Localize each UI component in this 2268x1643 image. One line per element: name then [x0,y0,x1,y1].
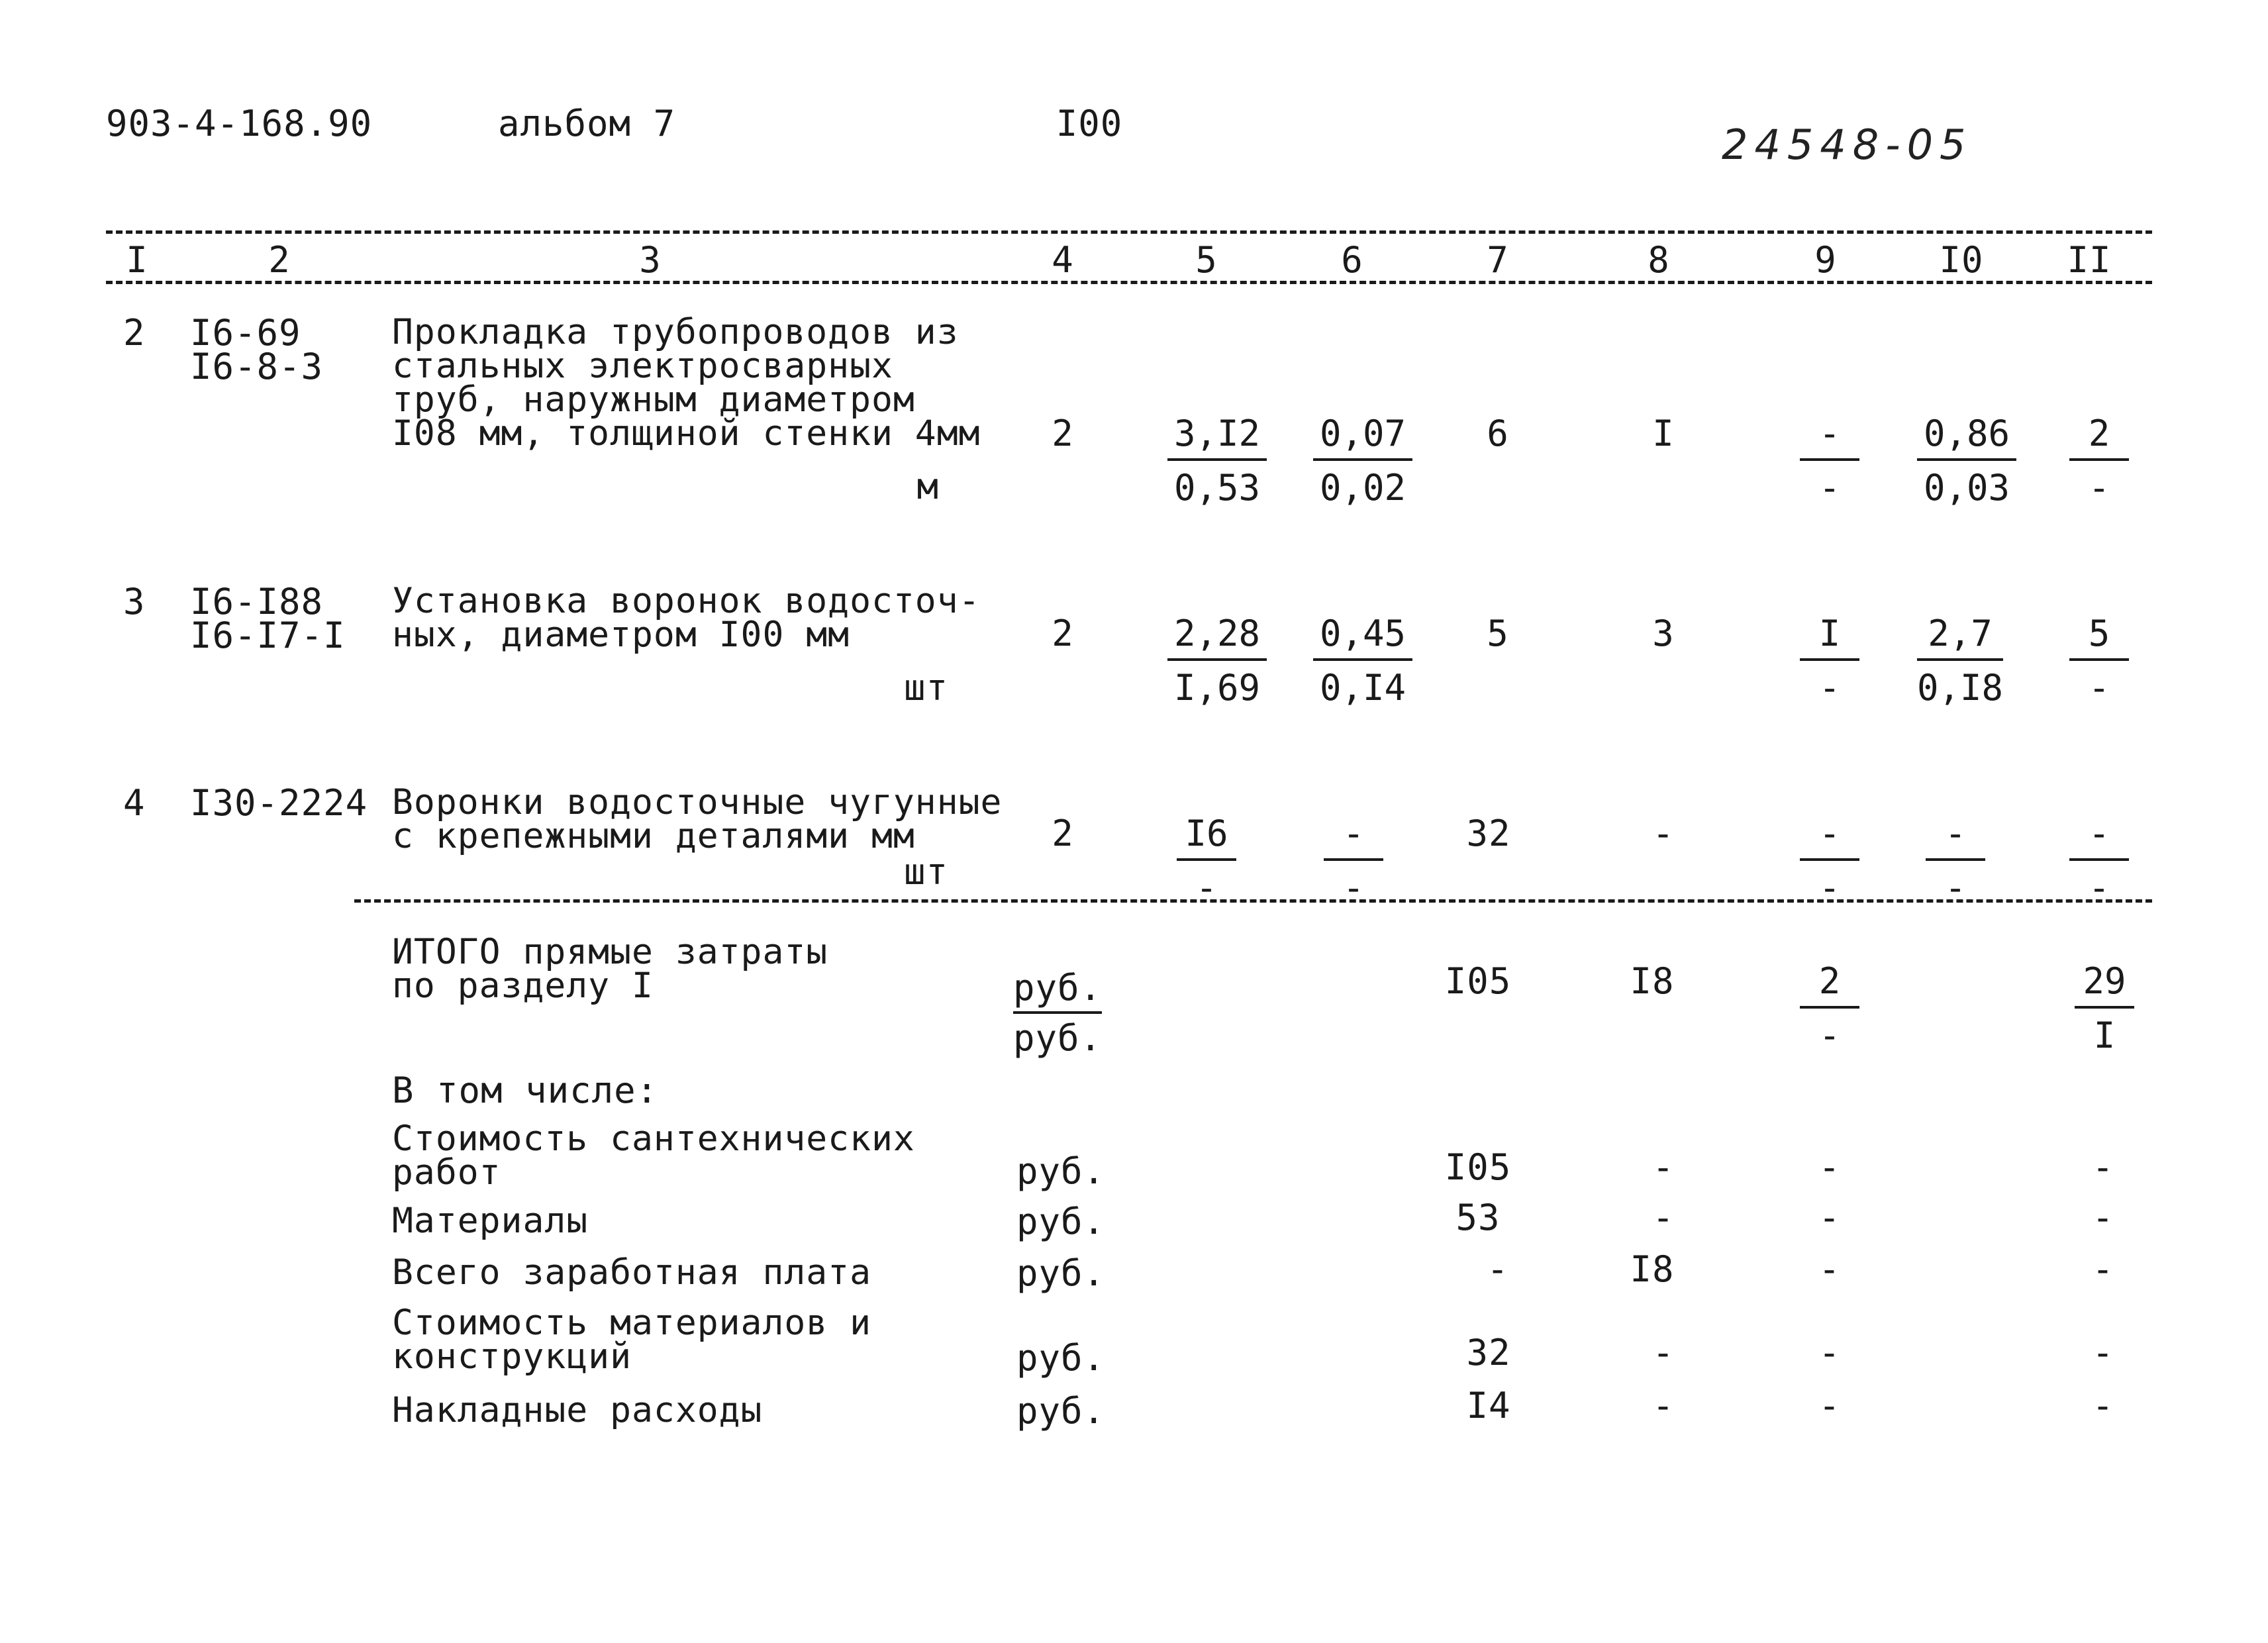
col-header-3: 3 [636,242,664,278]
col10-fraction: $\frac{2,7}{0,I8}$ [1916,613,2004,709]
col5-fraction: $\frac{3,I2}{0,53}$ [1167,416,1267,506]
header-bottom-rule [106,281,2152,284]
col7-value: 32 [1466,813,1511,854]
totals-col7: I05 [1444,960,1512,1002]
breakdown-col8: - [1652,1197,1675,1238]
col-header-11: II [2064,242,2114,278]
row-code: I6-69 [190,312,301,354]
col11-fraction: 2 - [2069,416,2129,506]
breakdown-label: Стоимость материалов и конструкций [392,1303,871,1377]
col6-fraction: $\frac{0,45}{0,I4}$ [1313,616,1412,706]
totals-col8: I8 [1630,960,1675,1002]
breakdown-col8: - [1652,1146,1675,1188]
album-label: альбом 7 [498,103,676,144]
breakdown-unit: руб. [1016,1201,1106,1242]
row-unit: шт [903,851,948,893]
breakdown-col11: - [2092,1248,2114,1290]
col11-fraction: 5 - [2069,616,2129,706]
breakdown-col7: I4 [1466,1385,1511,1426]
breakdown-col11: - [2092,1197,2114,1238]
breakdown-col7: I05 [1444,1146,1512,1188]
breakdown-unit: руб. [1016,1390,1106,1432]
breakdown-col9: - [1818,1332,1841,1373]
col10-fraction: - - [1926,816,1985,906]
col-header-8: 8 [1645,242,1673,278]
col4-value: 2 [1052,613,1074,654]
totals-unit-bottom: руб. [1013,1017,1103,1059]
col9-fraction: - - [1800,416,1859,506]
row-code: I30-2224 [190,782,368,824]
col-header-9: 9 [1812,242,1840,278]
col-header-7: 7 [1484,242,1512,278]
breakdown-label: Стоимость сантехнических работ [392,1119,915,1193]
breakdown-col9: - [1818,1197,1841,1238]
breakdown-unit: руб. [1016,1337,1106,1379]
col9-fraction: I - [1800,616,1859,706]
breakdown-col11: - [2092,1332,2114,1373]
col11-fraction: - - [2069,816,2129,906]
col8-value: - [1652,813,1675,854]
col4-value: 2 [1052,813,1074,854]
col-header-5: 5 [1193,242,1220,278]
totals-separator-rule [354,899,2152,903]
col10-fraction: $\frac{0,86}{0,03}$ [1917,416,2016,506]
row-unit: м [916,466,939,507]
breakdown-unit: руб. [1016,1150,1106,1192]
col-header-4: 4 [1049,242,1077,278]
totals-col11-fraction: $\frac{29}{I}$ [2075,964,2134,1054]
col6-fraction: $\frac{0,07}{0,02}$ [1313,416,1412,506]
breakdown-label: Всего заработная плата [392,1252,871,1293]
breakdown-label: Накладные расходы [392,1390,763,1430]
breakdown-col8: - [1652,1385,1675,1426]
totals-unit-top: руб. [1013,970,1102,1014]
breakdown-col8: I8 [1630,1248,1675,1290]
row-description: Воронки водосточные чугунные с крепежными деталями мм [392,782,1003,856]
breakdown-heading: В том числе: [392,1070,659,1111]
breakdown-col8: - [1652,1332,1675,1373]
col7-value: 6 [1487,413,1509,454]
breakdown-unit: руб. [1016,1252,1106,1294]
row-code: I6-8-3 [190,346,324,387]
breakdown-col11: - [2092,1146,2114,1188]
row-description: Установка воронок водосточ- ных, диаметром I00 мм [392,581,981,655]
page-number: I00 [1056,103,1123,144]
col8-value: I [1652,413,1675,454]
breakdown-col9: - [1818,1146,1841,1188]
row-code: I6-I88 [190,581,324,622]
col5-fraction: $\frac{2,28}{I,69}$ [1167,616,1267,706]
document-code: 903-4-168.90 [106,103,373,144]
breakdown-col9: - [1818,1385,1841,1426]
breakdown-col7: 32 [1466,1332,1511,1373]
row-code: I6-I7-I [190,615,346,656]
col8-value: 3 [1652,613,1675,654]
col7-value: 5 [1487,613,1509,654]
breakdown-col7: 53 [1455,1197,1501,1238]
col-header-2: 2 [266,242,293,278]
row-unit: шт [903,667,948,709]
handwritten-code: 24548-05 [1722,121,1973,169]
col6-fraction: - - [1324,816,1383,906]
row-number: 4 [123,782,146,824]
col-header-1: I [123,242,151,278]
col-header-10: I0 [1936,242,1986,278]
col4-value: 2 [1052,413,1074,454]
row-number: 3 [123,581,146,622]
breakdown-col7: - [1487,1248,1509,1290]
col5-fraction: I6 - [1177,816,1236,906]
table-top-rule [106,230,2152,234]
breakdown-label: Материалы [392,1201,589,1241]
row-number: 2 [123,312,146,354]
col9-fraction: - - [1800,816,1859,906]
breakdown-col11: - [2092,1385,2114,1426]
breakdown-col9: - [1818,1248,1841,1290]
col-header-6: 6 [1338,242,1366,278]
row-description: Прокладка трубопроводов из стальных электросварных труб, наружным диаметром I08 мм, толщиной стенки 4мм [392,312,981,454]
totals-col9-fraction: 2 - [1800,964,1859,1054]
totals-label: ИТОГО прямые затраты по разделу I [392,932,828,1006]
